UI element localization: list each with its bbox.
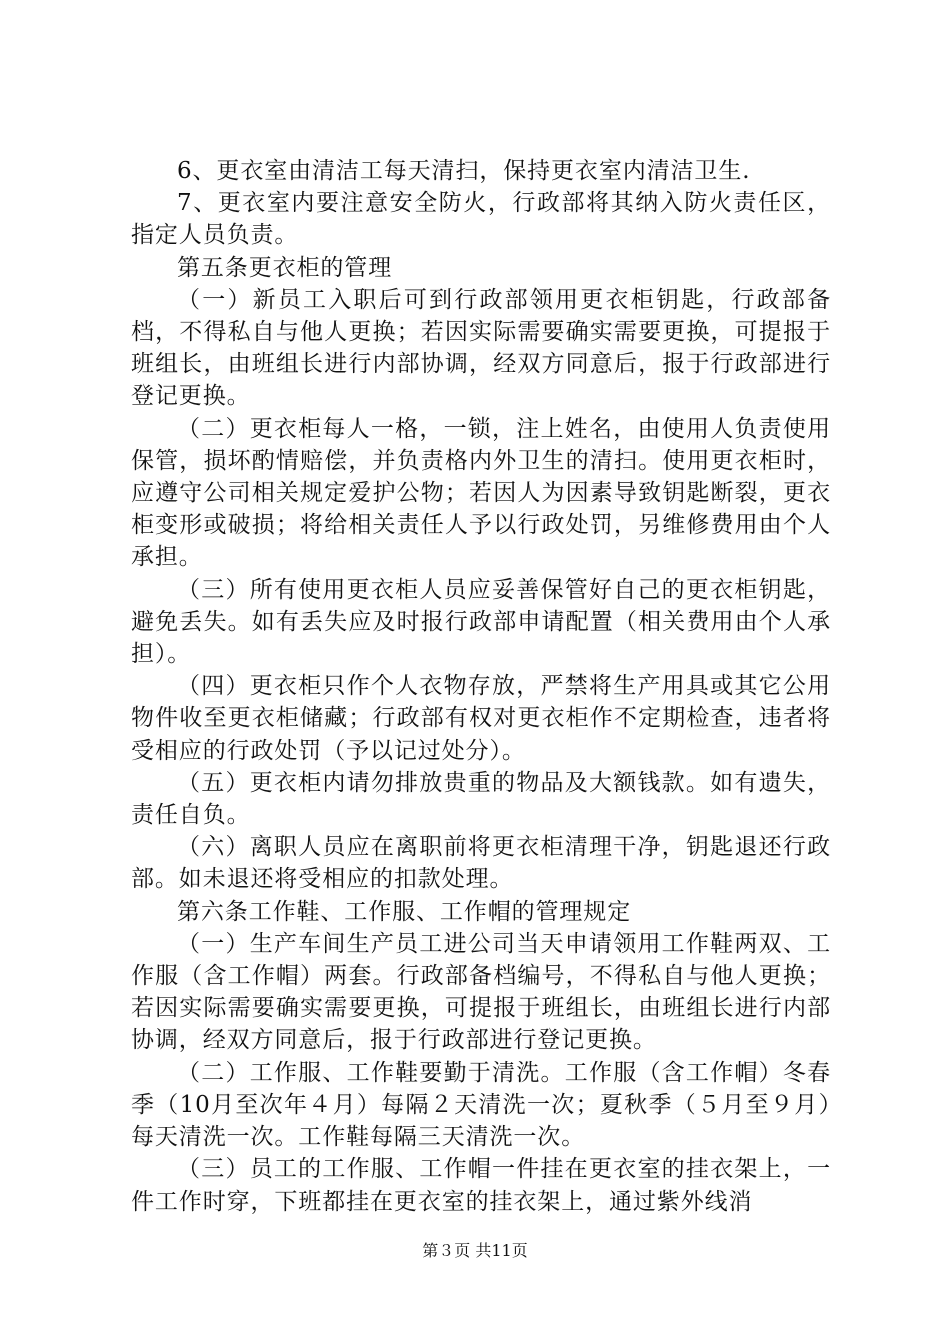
paragraph-uniform-item-3: （三）员工的工作服、工作帽一件挂在更衣室的挂衣架上，一件工作时穿，下班都挂在更衣室的挂衣架上，通过紫外线消 [131,1156,831,1215]
paragraph-locker-item-1: （一）新员工入职后可到行政部领用更衣柜钥匙，行政部备档，不得私自与他人更换；若因实际需要确实需要更换，可提报于班组长，由班组长进行内部协调，经双方同意后，报于行政部进行登记更换。 [131,286,831,410]
paragraph-uniform-item-1: （一）生产车间生产员工进公司当天申请领用工作鞋两双、工作服（含工作帽）两套。行政部备档编号，不得私自与他人更换；若因实际需要确实需要更换，可提报于班组长，由班组长进行内部协调，经双方同意后，报于行政部进行登记更换。 [131,930,831,1054]
paragraph-fire-safety: 7、更衣室内要注意安全防火，行政部将其纳入防火责任区，指定人员负责。 [131,190,831,249]
section-heading-article-5: 第五条更衣柜的管理 [177,254,393,281]
paragraph-locker-item-5: （五）更衣柜内请勿排放贵重的物品及大额钱款。如有遗失，责任自负。 [131,769,831,829]
paragraph-locker-item-4: （四）更衣柜只作个人衣物存放，严禁将生产用具或其它公用物件收至更衣柜储藏；行政部有权对更衣柜作不定期检查，违者将受相应的行政处罚（予以记过处分）。 [131,673,831,764]
document-body [131,155,831,1218]
paragraph-cleaning: 6、更衣室由清洁工每天清扫，保持更衣室内清洁卫生. [177,158,751,184]
paragraph-uniform-item-2: （二）工作服、工作鞋要勤于清洗。工作服（含工作帽）冬春季（10月至次年４月）每隔２天清洗一次；夏秋季（５月至９月）每天清洗一次。工作鞋每隔三天清洗一次。 [131,1059,831,1151]
section-heading-article-6: 第六条工作鞋、工作服、工作帽的管理规定 [177,898,632,925]
paragraph-locker-item-3: （三）所有使用更衣柜人员应妥善保管好自己的更衣柜钥匙，避免丢失。如有丢失应及时报行政部申请配置（相关费用由个人承担）。 [131,576,831,668]
paragraph-locker-item-2: （二）更衣柜每人一格，一锁，注上姓名，由使用人负责使用保管，损坏酌情赔偿，并负责格内外卫生的清扫。使用更衣柜时，应遵守公司相关规定爱护公物；若因人为因素导致钥匙断裂，更衣柜变形或破损；将给相关责任人予以行政处罚，另维修费用由个人承担。 [131,415,831,571]
page-number-footer: 第３页 共11页 [422,1241,528,1260]
paragraph-locker-item-6: （六）离职人员应在离职前将更衣柜清理干净，钥匙退还行政部。如未退还将受相应的扣款处理。 [131,834,831,893]
